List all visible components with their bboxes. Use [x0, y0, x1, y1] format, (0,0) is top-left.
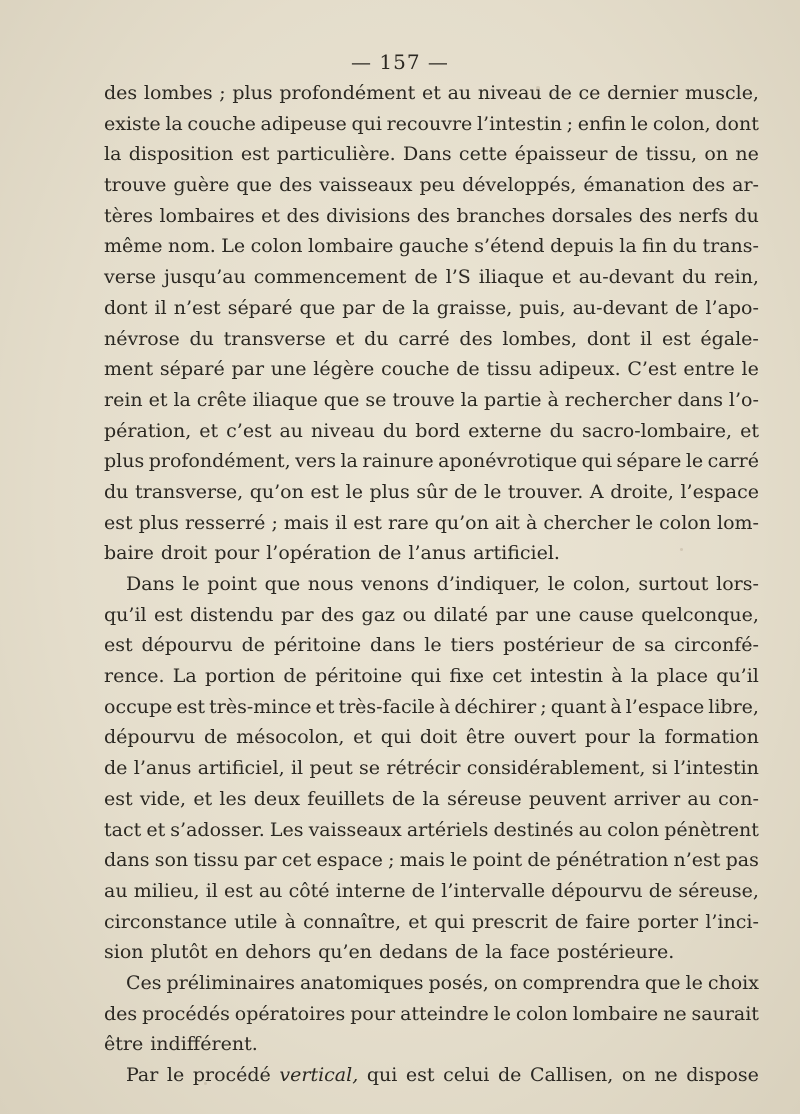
- text-line: qu’il est distendu par des gaz ou dilaté par une cause quelconque,: [104, 603, 759, 626]
- text-line: sion plutôt en dehors qu’en dedans de la face postérieure.: [104, 941, 675, 964]
- text-line: au milieu, il est au côté interne de l’intervalle dépourvu de séreuse,: [104, 879, 759, 902]
- text-line: plus profondément, vers la rainure aponévrotique qui sépare le carré: [104, 450, 759, 473]
- text-line: verse jusqu’au commencement de l’S iliaque et au-devant du rein,: [104, 266, 759, 289]
- text-line: ment séparé par une légère couche de tissu adipeux. C’est entre le: [104, 358, 759, 381]
- text-line: Ces préliminaires anatomiques posés, on comprendra que le choix: [126, 971, 759, 994]
- text-line: même nom. Le colon lombaire gauche s’étend depuis la fin du trans-: [104, 235, 759, 258]
- text-line: occupe est très-mince et très-facile à déchirer ; quant à l’espace libre,: [104, 695, 759, 718]
- text-line: dans son tissu par cet espace ; mais le point de pénétration n’est pas: [104, 849, 759, 872]
- text-line: des procédés opératoires pour atteindre le colon lombaire ne saurait: [104, 1002, 759, 1025]
- text-line: tact et s’adosser. Les vaisseaux artériels destinés au colon pénètrent: [104, 818, 759, 841]
- page-number: — 157 —: [351, 50, 449, 74]
- text-line: tères lombaires et des divisions des branches dorsales des nerfs du: [104, 204, 759, 227]
- text-line: des lombes ; plus profondément et au niveau de ce dernier muscle,: [104, 82, 759, 104]
- text-line: la disposition est particulière. Dans cette épaisseur de tissu, on ne: [104, 143, 759, 166]
- text-line: névrose du transverse et du carré des lombes, dont il est égale-: [104, 327, 759, 350]
- text-line: est vide, et les deux feuillets de la séreuse peuvent arriver au con-: [104, 787, 759, 810]
- text-line: du transverse, qu’on est le plus sûr de le trouver. A droite, l’espace: [104, 480, 759, 503]
- text-line: est plus resserré ; mais il est rare qu’on ait à chercher le colon lom-: [104, 511, 759, 534]
- text-line: Dans le point que nous venons d’indiquer, le colon, surtout lors-: [126, 573, 759, 595]
- text-line: baire droit pour l’opération de l’anus artificiel.: [104, 542, 560, 565]
- text-line: est dépourvu de péritoine dans le tiers postérieur de sa circonfé-: [104, 634, 759, 657]
- text-line: Par le procédé vertical, qui est celui de Callisen, on ne dispose: [126, 1064, 759, 1086]
- text-line: trouve guère que des vaisseaux peu développés, émanation des ar-: [104, 174, 759, 197]
- text-line: rence. La portion de péritoine qui fixe cet intestin à la place qu’il: [104, 665, 759, 688]
- text-line: dépourvu de mésocolon, et qui doit être ouvert pour la formation: [104, 726, 759, 749]
- text-line: pération, et c’est au niveau du bord externe du sacro-lombaire, et: [104, 419, 759, 442]
- text-line: être indifférent.: [104, 1033, 258, 1056]
- text-line: rein et la crête iliaque que se trouve la partie à rechercher dans l’o-: [104, 388, 759, 411]
- text-line: dont il n’est séparé que par de la graisse, puis, au-devant de l’apo-: [104, 296, 759, 319]
- body-text: [104, 78, 759, 1091]
- text-line: de l’anus artificiel, il peut se rétrécir considérablement, si l’intestin: [104, 757, 759, 780]
- text-line: existe la couche adipeuse qui recouvre l’intestin ; enfin le colon, dont: [104, 112, 759, 135]
- text-line: circonstance utile à connaître, et qui prescrit de faire porter l’inci-: [104, 910, 759, 933]
